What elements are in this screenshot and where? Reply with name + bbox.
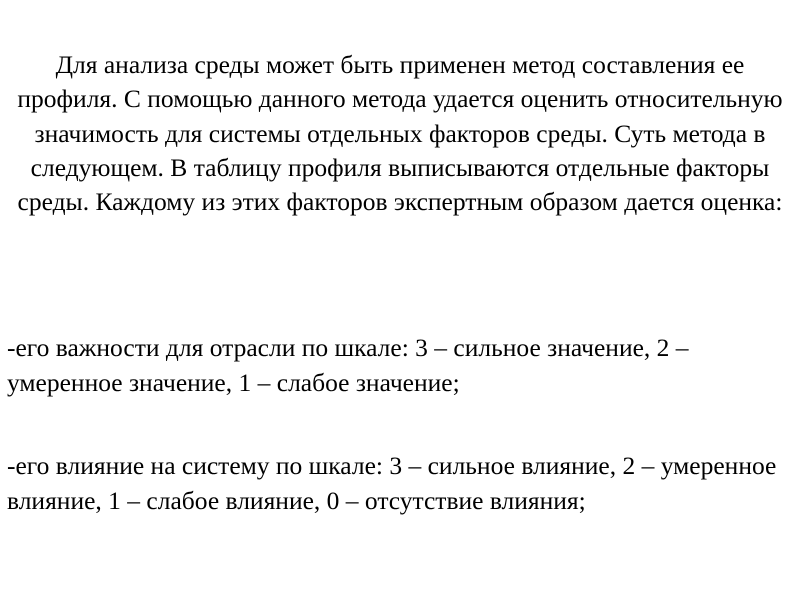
- list-item-importance-scale: -его важности для отрасли по шкале: 3 – сильное значение, 2 – умеренное значение, 1 – слабое значение;: [7, 333, 689, 397]
- intro-paragraph: Для анализа среды может быть применен метод составления ее профиля. С помощью данного метода удается оценить относительную значимость для системы отдельных факторов среды. Суть метода в следующем. В таблицу профиля выписываются отдельные факторы среды. Каждому из этих факторов экспертным образом дается оценка:: [17, 50, 783, 217]
- list-item-influence-scale: -его влияние на систему по шкале: 3 – сильное влияние, 2 – умеренное влияние, 1 – слабое влияние, 0 – отсутствие влияния;: [7, 451, 777, 515]
